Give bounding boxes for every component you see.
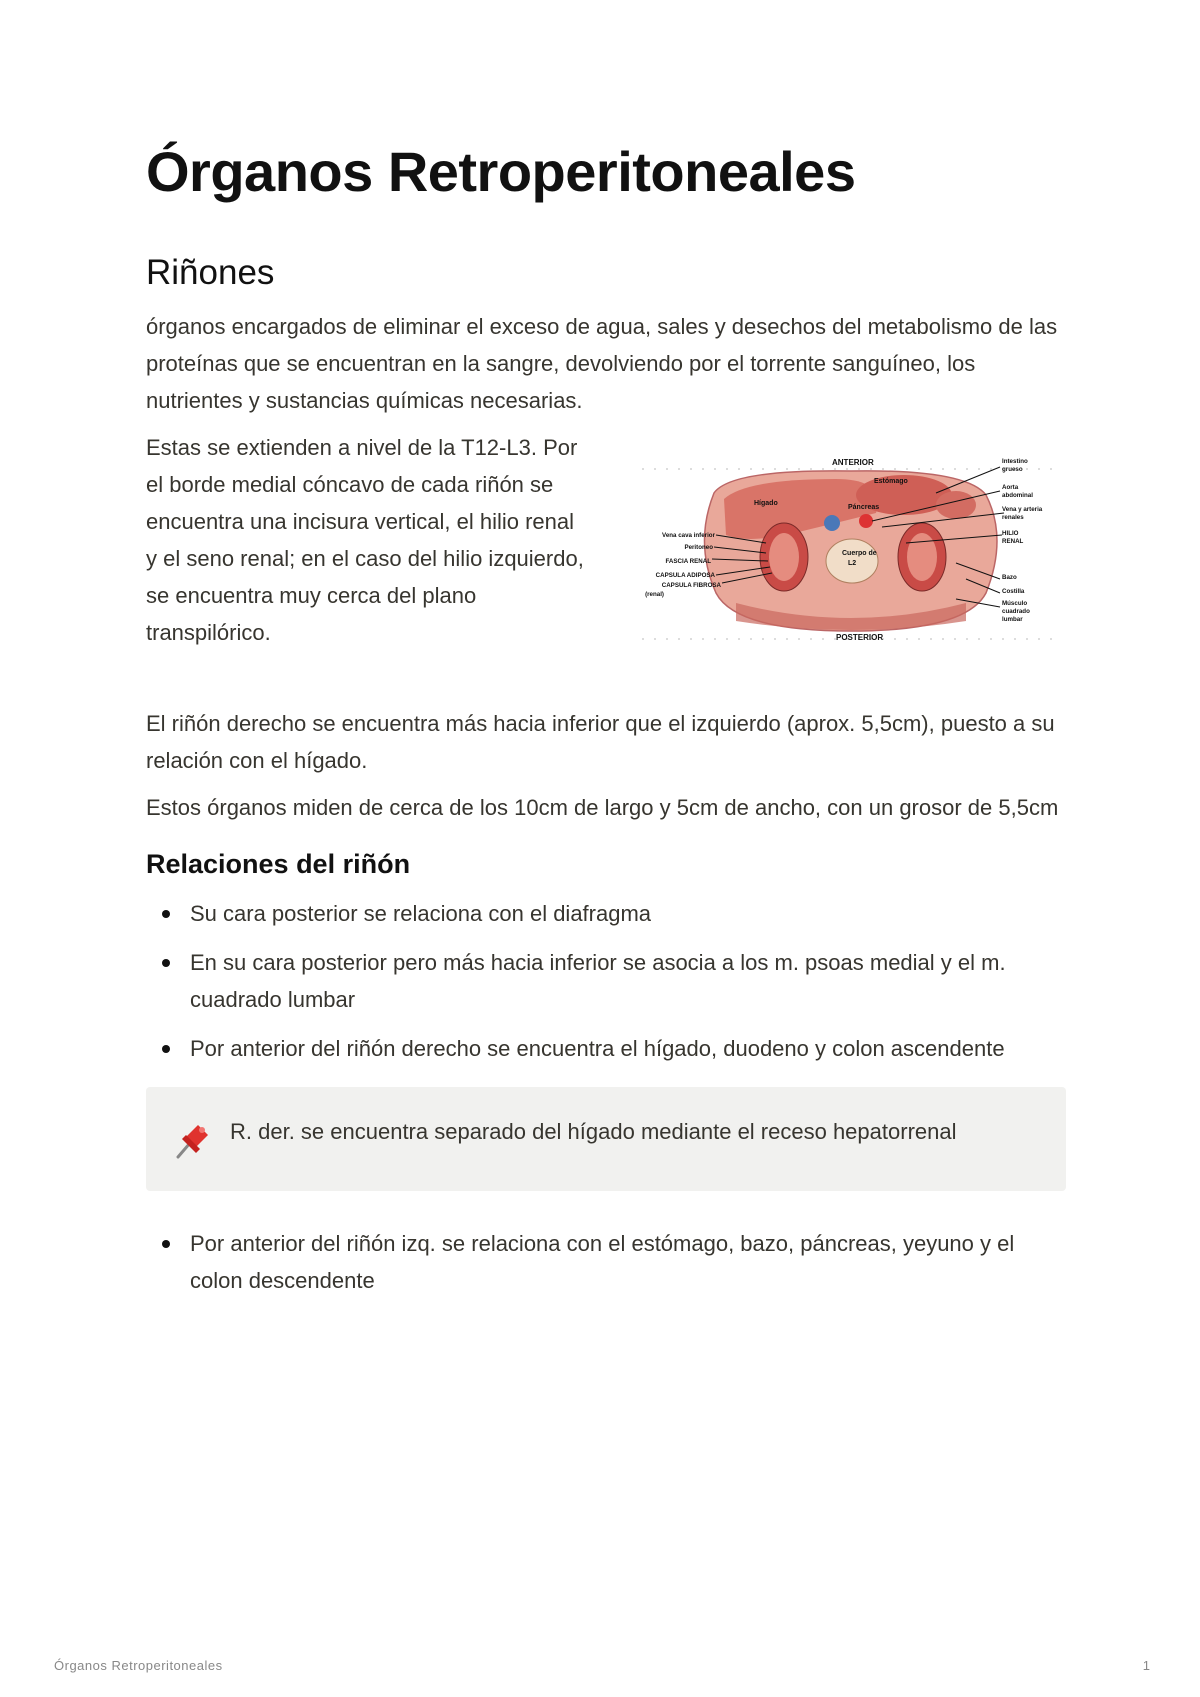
figure-label-cuadrado: cuadrado bbox=[1002, 608, 1030, 616]
page-title: Órganos Retroperitoneales bbox=[146, 140, 856, 203]
size-paragraph: Estos órganos miden de cerca de los 10cm de largo y 5cm de ancho, con un grosor de 5,5cm bbox=[146, 795, 1059, 821]
figure-label-fascia-renal: FASCIA RENAL bbox=[665, 558, 711, 566]
text-image-row bbox=[146, 429, 1066, 661]
list-item: Por anterior del riñón derecho se encuentra el hígado, duodeno y colon ascendente bbox=[146, 1030, 1066, 1067]
figure-label-intestino: Intestino bbox=[1002, 458, 1028, 466]
position-paragraph: El riñón derecho se encuentra más hacia inferior que el izquierdo (aprox. 5,5cm), puesto a su relación con el hígado. bbox=[146, 711, 1055, 774]
figure-label-anterior: ANTERIOR bbox=[832, 458, 874, 468]
page-number: 1 bbox=[1142, 1658, 1150, 1673]
figure-label-capsula-adiposa: CAPSULA ADIPOSA bbox=[655, 572, 715, 580]
figure-label-renal-right: RENAL bbox=[1002, 538, 1024, 546]
pushpin-icon bbox=[170, 1119, 214, 1163]
figure-label-vena-cava: Vena cava inferior bbox=[662, 532, 715, 540]
intro-paragraph: órganos encargados de eliminar el exceso de agua, sales y desechos del metabolismo de las proteínas que se encuentran en la sangre, devolviendo por el torrente sanguíneo, los nutrientes y sustancias químicas necesarias. bbox=[146, 314, 1058, 414]
figure-label-pancreas: Páncreas bbox=[848, 504, 880, 512]
kidney-cross-section-figure bbox=[636, 443, 1066, 643]
footer-title: Órganos Retroperitoneales bbox=[54, 1658, 223, 1673]
figure-label-costilla: Costilla bbox=[1002, 588, 1025, 596]
figure-label-l2: L2 bbox=[848, 560, 857, 568]
figure-label-posterior: POSTERIOR bbox=[836, 633, 884, 643]
figure-label-estomago: Estómago bbox=[874, 478, 908, 486]
relations-list-continued bbox=[146, 1225, 1066, 1299]
figure-label-musculo: Músculo bbox=[1002, 600, 1028, 608]
list-item: En su cara posterior pero más hacia inferior se asocia a los m. psoas medial y el m. cuadrado lumbar bbox=[146, 944, 1066, 1018]
figure-label-aorta: Aorta bbox=[1002, 484, 1019, 492]
list-item: Su cara posterior se relaciona con el diafragma bbox=[146, 895, 1066, 932]
callout-box bbox=[146, 1087, 1066, 1191]
figure-label-lumbar: lumbar bbox=[1002, 616, 1023, 624]
figure-label-bazo: Bazo bbox=[1002, 574, 1017, 582]
figure-label-hilio: HILIO bbox=[1002, 530, 1019, 538]
figure-label-higado: Hígado bbox=[754, 500, 778, 508]
figure-label-capsula-fibrosa: CAPSULA FIBROSA bbox=[661, 582, 721, 590]
figure-label-peritoneo: Peritoneo bbox=[684, 544, 713, 552]
relations-list bbox=[146, 895, 1066, 1067]
figure-label-grueso: grueso bbox=[1002, 466, 1023, 474]
figure-label-cuerpo: Cuerpo de bbox=[842, 550, 877, 558]
extent-paragraph: Estas se extienden a nivel de la T12-L3. Por el borde medial cóncavo de cada riñón se encuentra una incisura vertical, el hilio renal y el seno renal; en el caso del hilio izquierdo, se encuentra muy cerca del plano transpilórico. bbox=[146, 435, 584, 646]
list-item: Por anterior del riñón izq. se relaciona con el estómago, bazo, páncreas, yeyuno y el colon descendente bbox=[146, 1225, 1066, 1299]
document-page bbox=[146, 140, 1066, 1311]
callout-text: R. der. se encuentra separado del hígado mediante el receso hepatorrenal bbox=[230, 1118, 957, 1144]
figure-label-renal: (renal) bbox=[645, 591, 664, 599]
figure-label-vena-arteria: Vena y arteria bbox=[1002, 506, 1043, 514]
relations-heading: Relaciones del riñón bbox=[146, 849, 411, 880]
kidney-anatomy-illustration bbox=[636, 443, 1066, 643]
figure-label-abdominal: abdominal bbox=[1002, 492, 1033, 500]
section-heading-rinones: Riñones bbox=[146, 253, 275, 293]
figure-label-renales: renales bbox=[1002, 514, 1024, 522]
